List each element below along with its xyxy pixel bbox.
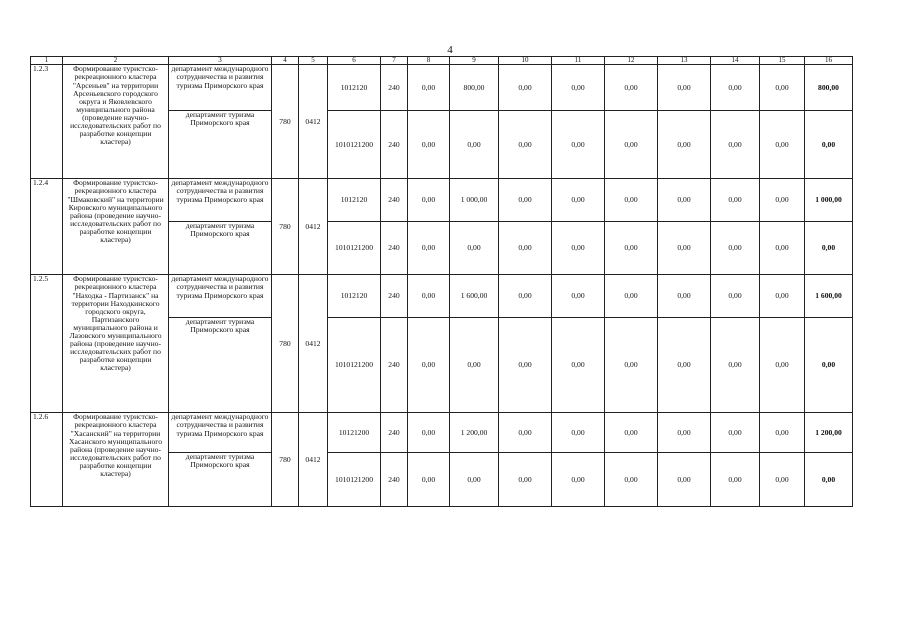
amount-cell: 0,00 [499,65,552,111]
expense-type-code: 240 [381,318,408,413]
amount-cell: 0,00 [605,453,658,507]
amount-cell: 0,00 [552,413,605,453]
section-code: 0412 [299,275,328,413]
executor-department: департамент международного сотрудничества и развития туризма Приморского края [169,179,272,222]
amount-cell: 1 000,00 [450,179,499,222]
page-number: 4 [447,44,453,56]
table-row [31,413,853,453]
amount-cell: 1 200,00 [450,413,499,453]
amount-cell: 0,00 [499,275,552,318]
amount-cell: 0,00 [408,179,450,222]
amount-cell: 0,00 [711,453,760,507]
column-header: 1 [31,57,63,65]
amount-cell: 0,00 [760,318,805,413]
target-article-code: 1012120 [328,275,381,318]
event-name: Формирование туристско-рекреационного кластера "Хасанский" на территории Хасанского муниципального района (проведение научно-исследовательских работ по разработке концепции кластера) [63,413,169,507]
executor-department: департамент международного сотрудничества и развития туризма Приморского края [169,413,272,453]
column-header-row [31,57,853,65]
amount-cell: 0,00 [658,413,711,453]
executor-department: департамент туризма Приморского края [169,222,272,275]
amount-cell: 0,00 [658,179,711,222]
expense-type-code: 240 [381,179,408,222]
column-header: 11 [552,57,605,65]
expense-type-code: 240 [381,275,408,318]
column-header: 14 [711,57,760,65]
amount-cell: 0,00 [711,65,760,111]
amount-cell: 0,00 [760,275,805,318]
total-cell: 0,00 [805,111,853,179]
column-header: 16 [805,57,853,65]
amount-cell: 0,00 [711,413,760,453]
target-article-code: 1010121200 [328,318,381,413]
column-header: 15 [760,57,805,65]
total-cell: 800,00 [805,65,853,111]
budget-table [30,56,853,507]
table-row [31,65,853,111]
grbs-code: 780 [272,179,299,275]
expense-type-code: 240 [381,65,408,111]
amount-cell: 0,00 [605,275,658,318]
total-cell: 1 200,00 [805,413,853,453]
amount-cell: 0,00 [552,453,605,507]
expense-type-code: 240 [381,222,408,275]
amount-cell: 0,00 [552,275,605,318]
amount-cell: 0,00 [605,111,658,179]
amount-cell: 0,00 [499,413,552,453]
amount-cell: 0,00 [408,318,450,413]
amount-cell: 0,00 [408,413,450,453]
target-article-code: 1010121200 [328,111,381,179]
amount-cell: 0,00 [408,275,450,318]
amount-cell: 0,00 [760,65,805,111]
amount-cell: 0,00 [605,65,658,111]
expense-type-code: 240 [381,413,408,453]
amount-cell: 0,00 [408,222,450,275]
target-article-code: 1012120 [328,65,381,111]
total-cell: 0,00 [805,222,853,275]
amount-cell: 0,00 [499,111,552,179]
amount-cell: 0,00 [552,65,605,111]
amount-cell: 0,00 [450,453,499,507]
row-number: 1.2.3 [31,65,63,179]
column-header: 3 [169,57,272,65]
column-header: 9 [450,57,499,65]
total-cell: 0,00 [805,453,853,507]
amount-cell: 0,00 [408,65,450,111]
grbs-code: 780 [272,413,299,507]
row-number: 1.2.5 [31,275,63,413]
amount-cell: 0,00 [760,179,805,222]
target-article-code: 1012120 [328,179,381,222]
table-row [31,275,853,318]
total-cell: 1 000,00 [805,179,853,222]
column-header: 7 [381,57,408,65]
executor-department: департамент туризма Приморского края [169,318,272,413]
amount-cell: 800,00 [450,65,499,111]
amount-cell: 0,00 [658,275,711,318]
budget-table-body [31,57,853,507]
column-header: 13 [658,57,711,65]
total-cell: 1 600,00 [805,275,853,318]
target-article-code: 10121200 [328,413,381,453]
executor-department: департамент международного сотрудничества и развития туризма Приморского края [169,65,272,111]
grbs-code: 780 [272,275,299,413]
executor-department: департамент туризма Приморского края [169,453,272,507]
amount-cell: 0,00 [711,111,760,179]
amount-cell: 0,00 [450,111,499,179]
amount-cell: 0,00 [408,453,450,507]
event-name: Формирование туристско-рекреационного кластера "Шмаковский" на территории Кировского муниципального района (проведение научно-исследовательских работ по разработке концепции кластера) [63,179,169,275]
column-header: 8 [408,57,450,65]
row-number: 1.2.4 [31,179,63,275]
amount-cell: 0,00 [605,413,658,453]
amount-cell: 0,00 [552,222,605,275]
amount-cell: 0,00 [760,222,805,275]
table-row [31,179,853,222]
amount-cell: 0,00 [711,275,760,318]
grbs-code: 780 [272,65,299,179]
column-header: 10 [499,57,552,65]
section-code: 0412 [299,413,328,507]
target-article-code: 1010121200 [328,453,381,507]
row-number: 1.2.6 [31,413,63,507]
amount-cell: 0,00 [450,222,499,275]
amount-cell: 0,00 [552,111,605,179]
amount-cell: 0,00 [605,222,658,275]
target-article-code: 1010121200 [328,222,381,275]
amount-cell: 0,00 [658,318,711,413]
amount-cell: 0,00 [711,179,760,222]
column-header: 12 [605,57,658,65]
amount-cell: 0,00 [658,222,711,275]
amount-cell: 0,00 [552,318,605,413]
amount-cell: 0,00 [499,318,552,413]
section-code: 0412 [299,179,328,275]
amount-cell: 0,00 [760,111,805,179]
executor-department: департамент туризма Приморского края [169,111,272,179]
expense-type-code: 240 [381,453,408,507]
event-name: Формирование туристско-рекреационного кластера "Арсеньев" на территории Арсеньевского городского округа и Яковлевского муниципального района (проведение научно-исследовательских работ по разработке концепции кластера) [63,65,169,179]
amount-cell: 1 600,00 [450,275,499,318]
amount-cell: 0,00 [658,65,711,111]
event-name: Формирование туристско-рекреационного кластера "Находка - Партизанск" на территории Находкинского городского округа, Партизанского муниципального района и Лазовского муниципального района (проведение научно-исследовательских работ по разработке концепции кластера) [63,275,169,413]
amount-cell: 0,00 [605,318,658,413]
amount-cell: 0,00 [408,111,450,179]
column-header: 2 [63,57,169,65]
column-header: 6 [328,57,381,65]
amount-cell: 0,00 [711,222,760,275]
expense-type-code: 240 [381,111,408,179]
amount-cell: 0,00 [760,453,805,507]
amount-cell: 0,00 [605,179,658,222]
amount-cell: 0,00 [552,179,605,222]
amount-cell: 0,00 [658,111,711,179]
column-header: 4 [272,57,299,65]
amount-cell: 0,00 [499,453,552,507]
amount-cell: 0,00 [499,222,552,275]
amount-cell: 0,00 [711,318,760,413]
column-header: 5 [299,57,328,65]
total-cell: 0,00 [805,318,853,413]
amount-cell: 0,00 [760,413,805,453]
executor-department: департамент международного сотрудничества и развития туризма Приморского края [169,275,272,318]
amount-cell: 0,00 [499,179,552,222]
section-code: 0412 [299,65,328,179]
amount-cell: 0,00 [450,318,499,413]
amount-cell: 0,00 [658,453,711,507]
